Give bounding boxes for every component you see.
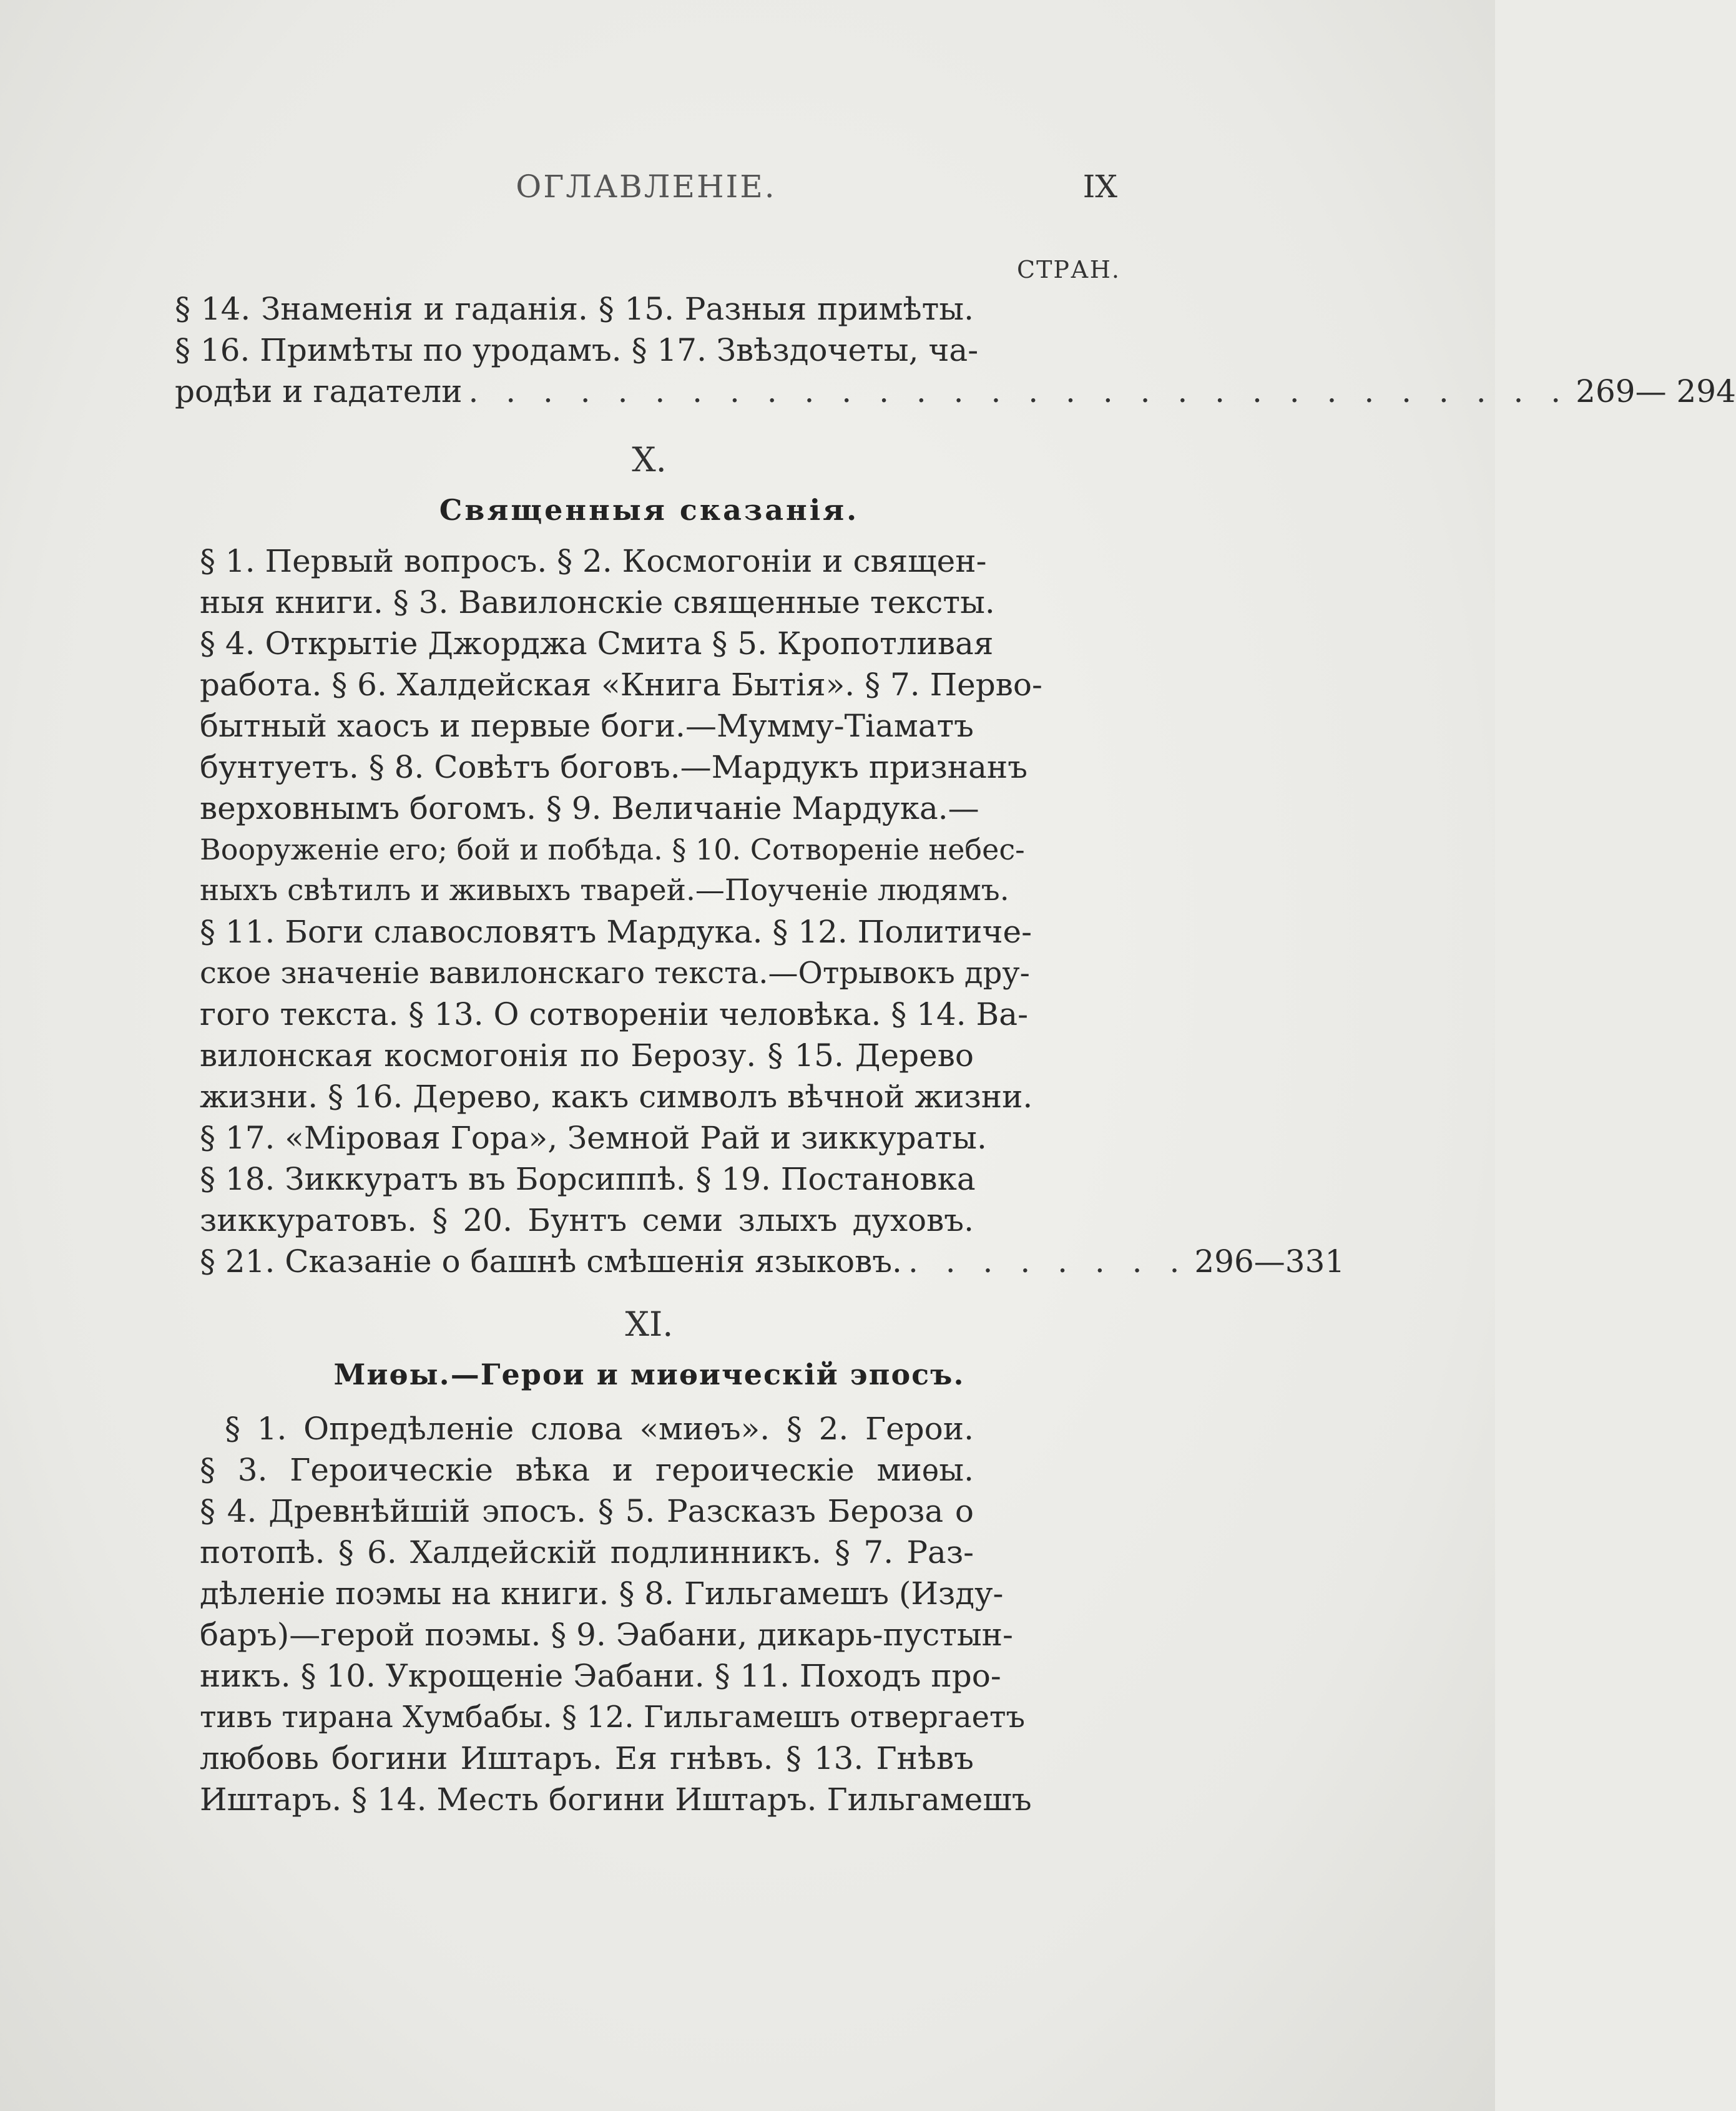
toc-line: верховнымъ богомъ. § 9. Величаніе Мардука.— — [200, 790, 979, 826]
chapter-numeral: X. — [632, 440, 667, 479]
running-title: ОГЛАВЛЕНІЕ. — [516, 169, 777, 205]
toc-line-with-pages — [200, 1241, 1345, 1282]
toc-line: § 21. Сказаніе о башнѣ смѣшенія языковъ. — [200, 1243, 902, 1280]
toc-line: гого текста. § 13. О сотвореніи человѣка. § 14. Ва- — [200, 996, 1029, 1032]
page-range: 269— 294 — [1576, 373, 1736, 409]
toc-line: жизни. § 16. Дерево, какъ символъ вѣчной жизни. — [200, 1079, 1033, 1115]
toc-line: § 16. Примѣты по уродамъ. § 17. Звѣздочеты, ча- — [175, 332, 979, 368]
chapter-x-last-line — [200, 1241, 1345, 1282]
toc-line: § 3. Героическіе вѣка и героическіе миѳы. — [200, 1452, 974, 1488]
toc-line: § 4. Древнѣйшій эпосъ. § 5. Разсказъ Бероза о — [200, 1493, 974, 1529]
toc-line: § 4. Открытіе Джорджа Смита § 5. Кропотливая — [200, 625, 994, 662]
chapter-ix-tail — [175, 288, 1736, 412]
toc-line: § 18. Зиккуратъ въ Борсиппѣ. § 19. Постановка — [200, 1161, 976, 1197]
toc-line: работа. § 6. Халдейская «Книга Бытія». § 7. Перво- — [200, 667, 1042, 703]
toc-line: § 17. «Міровая Гора», Земной Рай и зиккураты. — [200, 1120, 987, 1156]
toc-line: § 1. Опредѣленіе слова «миѳъ». § 2. Герои. — [225, 1411, 974, 1447]
toc-line: никъ. § 10. Укрощеніе Эабани. § 11. Походъ про- — [200, 1658, 1001, 1694]
toc-line: § 11. Боги славословятъ Мардука. § 12. Политиче- — [200, 914, 1032, 950]
toc-line: ныхъ свѣтилъ и живыхъ тварей.—Поученіе людямъ. — [200, 873, 1009, 908]
chapter-xi-contents — [200, 1408, 1032, 1820]
chapter-numeral: XI. — [625, 1305, 674, 1344]
page-range: 296—331 — [1194, 1243, 1345, 1280]
toc-line: тивъ тирана Хумбабы. § 12. Гильгамешъ отвергаетъ — [200, 1700, 1026, 1735]
toc-line: родѣи и гадатели — [175, 373, 463, 409]
toc-line-with-pages — [175, 371, 1736, 412]
toc-line: § 14. Знаменія и гаданія. § 15. Разныя примѣты. — [175, 291, 974, 327]
toc-line: потопѣ. § 6. Халдейскій подлинникъ. § 7. Раз- — [200, 1534, 974, 1570]
toc-line: бунтуетъ. § 8. Совѣтъ боговъ.—Мардукъ признанъ — [200, 749, 1028, 785]
toc-line: бытный хаосъ и первые боги.—Мумму-Тіаматъ — [200, 708, 974, 744]
toc-line: Иштаръ. § 14. Месть богини Иштаръ. Гильгамешъ — [200, 1781, 1032, 1818]
page-number: IX — [1082, 169, 1117, 205]
toc-line: ское значеніе вавилонскаго текста.—Отрывокъ дру- — [200, 956, 1030, 991]
page-header — [175, 169, 1117, 212]
chapter-title: Священныя сказанія. — [439, 493, 860, 527]
pages-column-label: СТРАН. — [1017, 256, 1121, 283]
chapter-title: Миѳы.—Герои и миѳическій эпосъ. — [333, 1358, 965, 1391]
chapter-x-contents — [200, 541, 1042, 1241]
dot-leader: . . . . . . . . . . . . . . . . . . . . . . . . . . . . . . — [468, 373, 1570, 409]
toc-line: ныя книги. § 3. Вавилонскіе священные тексты. — [200, 584, 995, 620]
dot-leader: . . . . . . . . — [908, 1243, 1189, 1280]
toc-line: зиккуратовъ. § 20. Бунтъ семи злыхъ духовъ. — [200, 1202, 974, 1238]
toc-line: Вооруженіе его; бой и побѣда. § 10. Сотвореніе небес- — [200, 833, 1025, 866]
toc-line: баръ)—герой поэмы. § 9. Эабани, дикарь-пустын- — [200, 1617, 1013, 1653]
toc-line: дѣленіе поэмы на книги. § 8. Гильгамешъ (Изду- — [200, 1575, 1004, 1612]
toc-line: вилонская космогонія по Берозу. § 15. Дерево — [200, 1037, 974, 1074]
toc-line: § 1. Первый вопросъ. § 2. Космогоніи и священ- — [200, 543, 987, 579]
toc-line: любовь богини Иштаръ. Ея гнѣвъ. § 13. Гнѣвъ — [200, 1740, 974, 1776]
